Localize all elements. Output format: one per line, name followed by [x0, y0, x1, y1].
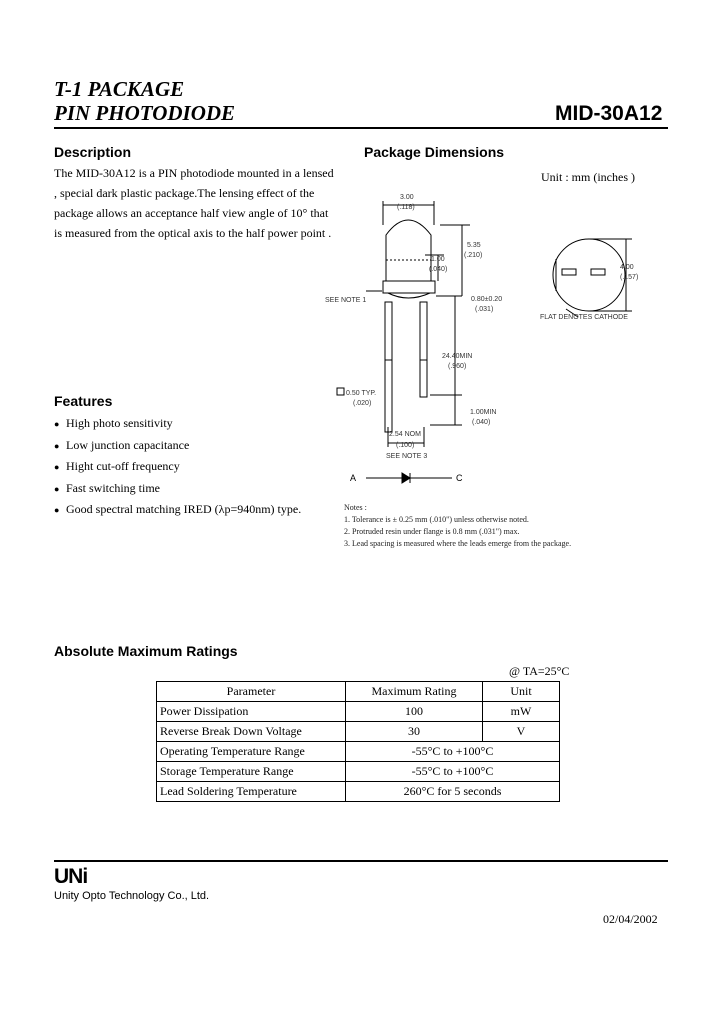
dim-h2-in: (.040)	[429, 266, 448, 273]
description-text: The MID-30A12 is a PIN photodiode mounted in a lensed , special dark plastic package.The lensing effect of the package allows an acceptance half view angle of 10° that is measured from the optical axis to the half power point .	[54, 166, 334, 240]
note-item: 2. Protruded resin under flange is 0.8 mm (.031") max.	[344, 527, 520, 536]
dim-pitch-in: (.100)	[396, 442, 415, 449]
bullet-icon: ●	[54, 505, 60, 515]
table-cell: 100	[346, 702, 483, 722]
description-heading: Description	[54, 144, 132, 160]
table-row	[157, 742, 560, 762]
table-cell: Storage Temperature Range	[157, 762, 346, 782]
flat-cathode-note: FLAT DENOTES CATHODE	[540, 314, 628, 321]
dim-flange-mm: 0.80±0.20	[471, 296, 503, 303]
dim-lead-in: (.960)	[448, 363, 467, 370]
cathode-label: C	[456, 473, 463, 483]
feature-item: ● Good spectral matching IRED (λp=940nm) type.	[54, 499, 301, 521]
document-date: 02/04/2002	[603, 912, 658, 926]
table-cell: 30	[346, 722, 483, 742]
column-header: Parameter	[157, 682, 346, 702]
feature-item: ● Fast switching time	[54, 478, 301, 500]
see-note-3: SEE NOTE 3	[386, 453, 428, 460]
table-row	[157, 762, 560, 782]
table-cell: V	[483, 722, 560, 742]
features-list	[54, 413, 301, 521]
ratings-table	[156, 681, 560, 802]
feature-item: ● High photo sensitivity	[54, 413, 301, 435]
note-item: 3. Lead spacing is measured where the leads emerge from the package.	[344, 539, 572, 548]
unit-note: Unit : mm (inches )	[541, 170, 635, 184]
notes	[344, 502, 571, 550]
table-cell: -55°C to +100°C	[346, 742, 560, 762]
dim-h2-mm: 1.00	[431, 256, 445, 263]
dim-h1-mm: 5.35	[467, 242, 481, 249]
footer-divider	[54, 860, 668, 862]
bullet-icon: ●	[54, 440, 60, 451]
title-line-1: T-1 PACKAGE	[54, 77, 185, 101]
company-logo: UNi	[54, 865, 88, 888]
feature-item: ● Low junction capacitance	[54, 435, 301, 457]
dim-min-in: (.040)	[472, 419, 491, 426]
bullet-icon: ●	[54, 419, 60, 429]
table-row	[157, 722, 560, 742]
ratings-condition: @ TA=25°C	[509, 664, 570, 678]
features-heading: Features	[54, 393, 113, 409]
anode-label: A	[350, 473, 357, 483]
dim-lead-mm: 24.40MIN	[442, 353, 473, 360]
package-heading: Package Dimensions	[364, 144, 505, 160]
table-row	[157, 782, 560, 802]
model-number: MID-30A12	[555, 102, 663, 125]
feature-item: ● Hight cut-off frequency	[54, 456, 301, 478]
table-header-row	[157, 682, 560, 702]
dim-sq-in: (.020)	[353, 400, 372, 407]
note-item: 1. Tolerance is ± 0.25 mm (.010") unless otherwise noted.	[344, 515, 529, 524]
bullet-icon: ●	[54, 483, 60, 494]
table-cell: Lead Soldering Temperature	[157, 782, 346, 802]
column-header: Maximum Rating	[346, 682, 483, 702]
dim-side-mm: 4.00	[620, 264, 634, 271]
bullet-icon: ●	[54, 462, 60, 472]
column-header: Unit	[483, 682, 560, 702]
dim-dia-mm: 3.00	[400, 194, 414, 201]
see-note-1: SEE NOTE 1	[325, 297, 367, 304]
table-cell: Power Dissipation	[157, 702, 346, 722]
header-divider	[54, 127, 668, 129]
company-name: Unity Opto Technology Co., Ltd.	[54, 890, 210, 902]
dim-h1-in: (.210)	[464, 252, 483, 259]
dim-pitch-mm: 2.54 NOM	[389, 431, 421, 438]
dim-dia-in: (.118)	[397, 204, 415, 211]
package-drawing	[320, 185, 680, 485]
dim-side-in: (.157)	[620, 274, 639, 281]
title-line-2: PIN PHOTODIODE	[54, 101, 236, 125]
table-cell: Operating Temperature Range	[157, 742, 346, 762]
table-row	[157, 702, 560, 722]
table-cell: -55°C to +100°C	[346, 762, 560, 782]
dim-min-mm: 1.00MIN	[470, 409, 497, 416]
dim-sq-mm: 0.50 TYP.	[346, 390, 377, 397]
notes-heading: Notes :	[344, 503, 367, 512]
table-cell: Reverse Break Down Voltage	[157, 722, 346, 742]
dim-flange-in: (.031)	[475, 306, 494, 313]
ratings-heading: Absolute Maximum Ratings	[54, 643, 238, 659]
table-cell: mW	[483, 702, 560, 722]
table-cell: 260°C for 5 seconds	[346, 782, 560, 802]
